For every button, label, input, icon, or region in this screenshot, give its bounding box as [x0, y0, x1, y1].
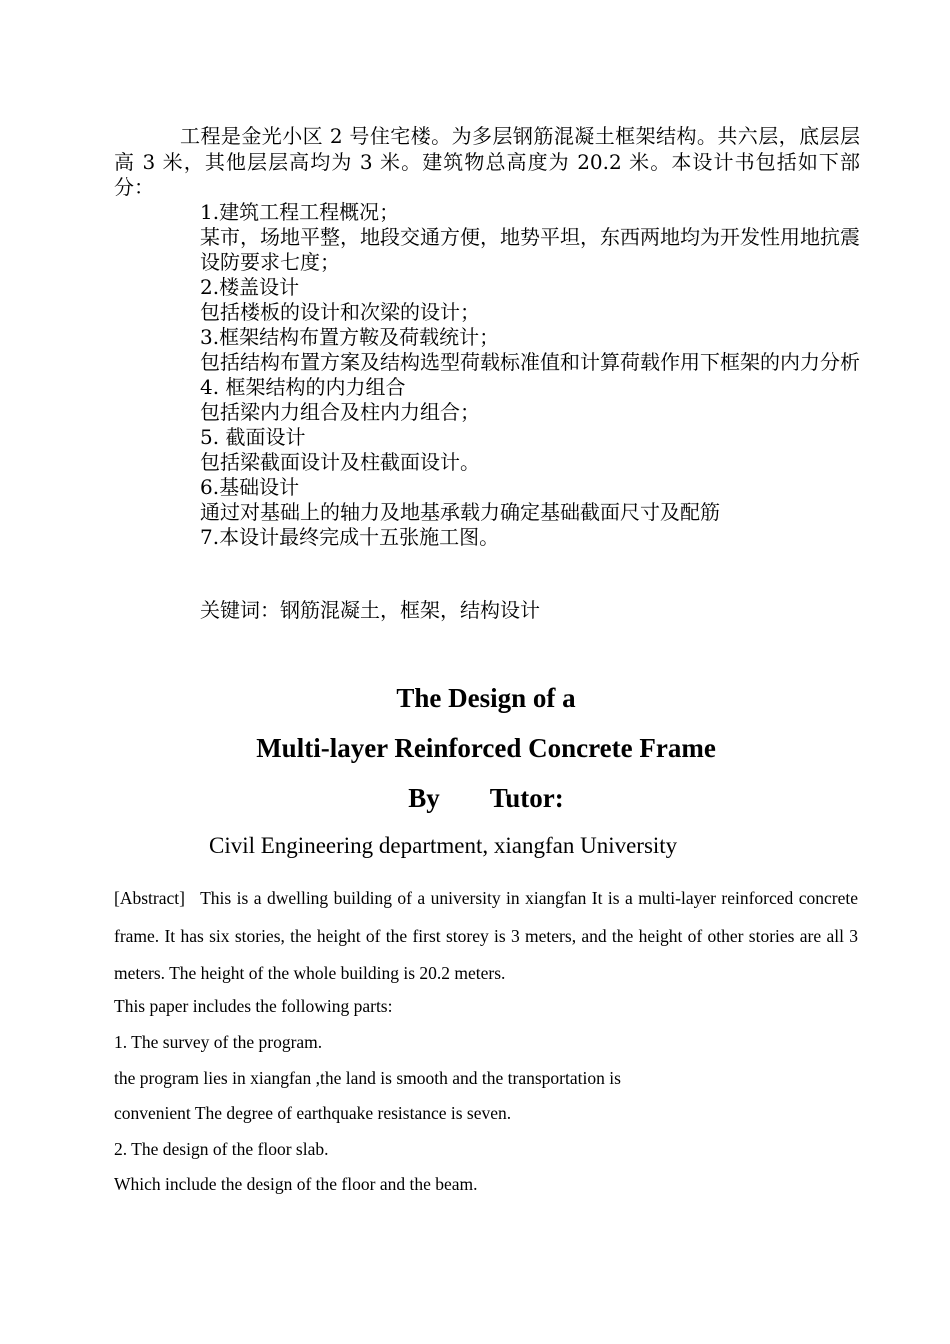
list-item: 某市，场地平整，地段交通方便，地势平坦，东西两地均为开发性用地抗震设防要求七度； [200, 225, 860, 274]
english-line: This paper includes the following parts: [114, 996, 393, 1016]
list-item: 4. 框架结构的内力组合 [200, 375, 406, 399]
by-label: By [408, 783, 440, 813]
english-line: the program lies in xiangfan ,the land is smooth and the transportation is [114, 1068, 621, 1088]
english-title-line-2: Multi-layer Reinforced Concrete Frame [256, 733, 716, 763]
list-item: 通过对基础上的轴力及地基承载力确定基础截面尺寸及配筋 [200, 500, 720, 524]
list-item: 1.建筑工程工程概况； [200, 200, 400, 224]
list-item: 包括梁内力组合及柱内力组合； [200, 400, 480, 424]
list-item: 5. 截面设计 [200, 425, 306, 449]
english-abstract [114, 880, 858, 993]
english-line: 1. The survey of the program. [114, 1032, 323, 1052]
list-item: 包括楼板的设计和次梁的设计； [200, 300, 480, 324]
chinese-contents-list [200, 200, 860, 550]
list-item: 7.本设计最终完成十五张施工图。 [200, 525, 500, 549]
abstract-tag: [Abstract] [114, 888, 185, 908]
english-line: convenient The degree of earthquake resistance is seven. [114, 1103, 512, 1123]
abstract-text: This is a dwelling building of a university in xiangfan It is a multi-layer reinforced concrete frame. It has six stories, the height of the first storey is 3 meters, and the height of other stories are all 3 meters. The height of the whole building is 20.2 meters. [114, 888, 858, 983]
tutor-label: Tutor: [489, 783, 564, 813]
list-item: 6.基础设计 [200, 475, 300, 499]
chinese-keywords: 关键词：钢筋混凝土，框架，结构设计 [200, 598, 540, 622]
english-title-line-1: The Design of a [396, 683, 576, 713]
english-line: 2. The design of the floor slab. [114, 1139, 329, 1159]
list-item: 包括结构布置方案及结构选型荷载标准值和计算荷载作用下框架的内力分析 [200, 350, 860, 374]
list-item: 包括梁截面设计及柱截面设计。 [200, 450, 480, 474]
chinese-intro-paragraph: 工程是金光小区 2 号住宅楼。为多层钢筋混凝土框架结构。共六层，底层层高 3 米，其他层层高均为 3 米。建筑物总高度为 20.2 米。本设计书包括如下部分： [114, 124, 860, 199]
list-item: 2.楼盖设计 [200, 275, 300, 299]
department-affiliation: Civil Engineering department, xiangfan University [209, 833, 678, 858]
author-line [0, 781, 950, 815]
english-line: Which include the design of the floor and the beam. [114, 1174, 478, 1194]
list-item: 3.框架结构布置方鞍及荷载统计； [200, 325, 500, 349]
